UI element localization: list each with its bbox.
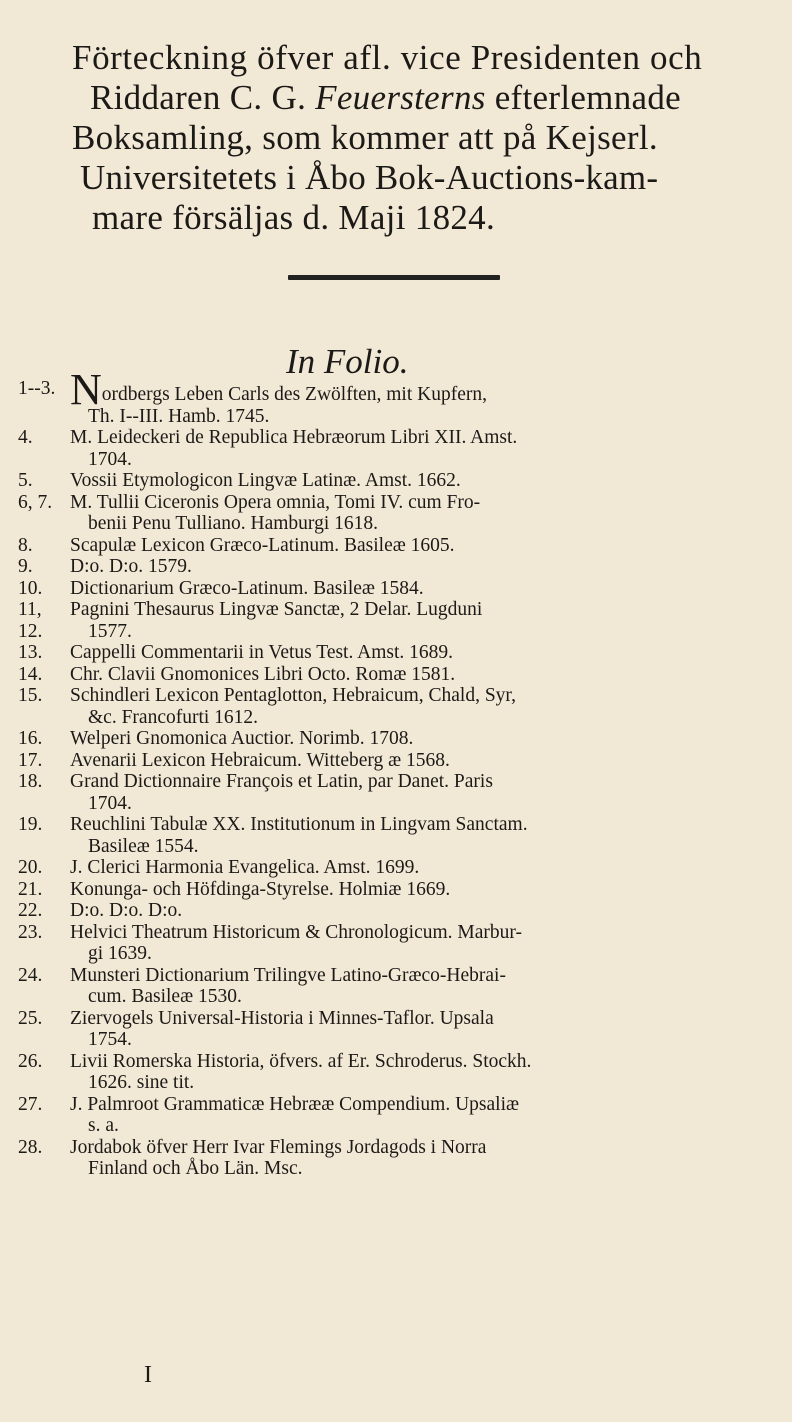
catalog-entry (18, 728, 788, 750)
entry-line: Dictionarium Græco-Latinum. Basileæ 1584. (70, 577, 424, 599)
entry-line: 1704. (88, 448, 132, 470)
catalog-entry (18, 879, 788, 901)
entry-line: Helvici Theatrum Historicum & Chronologicum. Marbur- (70, 921, 522, 943)
entry-line: Cappelli Commentarii in Vetus Test. Amst. 1689. (70, 642, 454, 663)
entry-line: Livii Romerska Historia, öfvers. af Er. Schroderus. Stockh. (70, 1050, 532, 1072)
title-line: mare försäljas d. Maji 1824. (92, 198, 496, 237)
entry-number: 10. (18, 577, 43, 599)
entry-text (70, 750, 788, 772)
entry-line: J. Clerici Harmonia Evangelica. Amst. 1699. (70, 857, 420, 878)
entry-number: 6, 7. (18, 491, 53, 513)
title-line: Förteckning öfver afl. vice Presidenten och (72, 38, 703, 77)
entry-text (70, 664, 788, 686)
entry-line: D:o. D:o. 1579. (70, 556, 192, 577)
catalog-entry (18, 685, 788, 728)
catalog-entry (18, 556, 788, 578)
entry-text (70, 814, 788, 857)
catalog-entry (18, 427, 788, 470)
catalog-entry (18, 1094, 788, 1137)
entry-number: 20. (18, 857, 43, 878)
entry-text (70, 470, 788, 492)
entry-text (70, 728, 788, 750)
catalog-entry (18, 535, 788, 557)
title-name: Feuersterns (315, 78, 486, 117)
entry-line: Basileæ 1554. (88, 835, 199, 857)
entry-number: 13. (18, 642, 43, 663)
entry-line: &c. Francofurti 1612. (88, 706, 259, 728)
title-line (90, 78, 722, 118)
entry-line: Jordabok öfver Herr Ivar Flemings Jordagods i Norra (70, 1136, 487, 1158)
entry-line: J. Palmroot Grammaticæ Hebrææ Compendium. Upsaliæ (70, 1093, 520, 1115)
entry-text (70, 1137, 788, 1180)
catalog-entry (18, 578, 788, 600)
title-text: efterlemnade (485, 78, 681, 117)
entry-line: Th. I--III. Hamb. 1745. (88, 405, 270, 427)
entry-line-text: ordbergs Leben Carls des Zwölften, mit Kupfern, (101, 384, 487, 405)
entry-line: Reuchlini Tabulæ XX. Institutionum in Lingvam Sanctam. (70, 814, 528, 835)
entry-line: 1704. (88, 792, 132, 814)
entry-line: 1754. (88, 1029, 132, 1050)
entry-number: 16. (18, 728, 43, 749)
entry-line: Pagnini Thesaurus Lingvæ Sanctæ, 2 Delar. Lugduni (70, 599, 483, 620)
catalog-entry (18, 1008, 788, 1051)
catalog-entry (18, 771, 788, 814)
entry-line: Ziervogels Universal-Historia i Minnes-Taflor. Upsala (70, 1007, 494, 1029)
entry-text (70, 922, 788, 965)
entry-number: 27. (18, 1093, 43, 1115)
entry-text (70, 556, 788, 578)
entry-text (70, 900, 788, 922)
entry-number: 8. (18, 534, 33, 556)
entry-line: 1626. sine tit. (88, 1072, 195, 1093)
entry-number: 24. (18, 964, 43, 986)
catalog-entry (18, 900, 788, 922)
catchword: I (144, 1362, 152, 1388)
title-divider-rule (288, 275, 500, 280)
entry-line: Avenarii Lexicon Hebraicum. Witteberg æ 1568. (70, 749, 450, 771)
entry-text (70, 1094, 788, 1137)
entry-text (70, 578, 788, 600)
entry-list (18, 365, 788, 1180)
entry-number: 5. (18, 470, 33, 491)
entry-number: 9. (18, 556, 33, 577)
entry-number: 22. (18, 900, 43, 921)
entry-line: benii Penu Tulliano. Hamburgi 1618. (88, 513, 378, 534)
entry-text (70, 1008, 788, 1051)
entry-line: M. Leideckeri de Republica Hebræorum Libri XII. Amst. (70, 427, 518, 448)
title-text: Riddaren C. G. (90, 78, 316, 117)
entry-text (70, 535, 788, 557)
drop-cap: N (70, 365, 102, 414)
entry-number: 4. (18, 427, 33, 448)
entry-text (70, 857, 788, 879)
entry-line: cum. Basileæ 1530. (88, 986, 242, 1007)
title-line: Universitetets i Åbo Bok-Auctions-kam- (80, 158, 659, 197)
catalog-entry (18, 750, 788, 772)
entry-number: 23. (18, 921, 43, 943)
title-line: Boksamling, som kommer att på Kejserl. (72, 118, 658, 157)
entry-text (70, 365, 788, 427)
entry-line: 1577. (88, 620, 132, 642)
entry-number: 1--3. (18, 378, 56, 399)
entry-number: 15. (18, 685, 43, 706)
catalog-entry (18, 470, 788, 492)
entry-text (70, 965, 788, 1008)
catalog-entry (18, 492, 788, 535)
catalog-entry (18, 965, 788, 1008)
entry-text (70, 599, 788, 642)
catalog-entry (18, 365, 788, 427)
catalog-entry (18, 922, 788, 965)
entry-number: 11, 12. (18, 599, 43, 642)
entry-line: Munsteri Dictionarium Trilingve Latino-Græco-Hebrai- (70, 964, 506, 986)
entry-line: Scapulæ Lexicon Græco-Latinum. Basileæ 1605. (70, 534, 455, 556)
entry-line: Schindleri Lexicon Pentaglotton, Hebraicum, Chald, Syr, (70, 685, 517, 706)
entry-line: Grand Dictionnaire François et Latin, par Danet. Paris (70, 771, 493, 792)
section-heading: In Folio. (286, 342, 409, 381)
entry-text (70, 879, 788, 901)
entry-text (70, 685, 788, 728)
catalog-entry (18, 642, 788, 664)
entry-line: M. Tullii Ciceronis Opera omnia, Tomi IV. cum Fro- (70, 491, 481, 513)
catalog-entry (18, 664, 788, 686)
entry-text (70, 427, 788, 470)
entry-line: Konunga- och Höfdinga-Styrelse. Holmiæ 1669. (70, 878, 451, 900)
entry-number: 18. (18, 771, 43, 792)
entry-number: 14. (18, 663, 43, 685)
entry-line: s. a. (88, 1115, 119, 1136)
entry-number: 26. (18, 1050, 43, 1072)
document-title (72, 38, 722, 238)
catalog-entry (18, 814, 788, 857)
entry-text (70, 642, 788, 664)
catalog-entry (18, 1137, 788, 1180)
entry-line: Welperi Gnomonica Auctior. Norimb. 1708. (70, 728, 414, 749)
entry-number: 25. (18, 1007, 43, 1029)
entry-text (70, 771, 788, 814)
catalog-entry (18, 599, 788, 642)
entry-number: 19. (18, 814, 43, 835)
entry-number: 17. (18, 749, 43, 771)
entry-line (70, 365, 788, 414)
entry-line: Finland och Åbo Län. Msc. (88, 1158, 303, 1179)
entry-text (70, 1051, 788, 1094)
entry-line: Chr. Clavii Gnomonices Libri Octo. Romæ 1581. (70, 663, 456, 685)
entry-number: 28. (18, 1136, 43, 1158)
catalog-entry (18, 857, 788, 879)
entry-number: 21. (18, 878, 43, 900)
entry-line: D:o. D:o. D:o. (70, 900, 183, 921)
entry-line: gi 1639. (88, 943, 152, 964)
entry-text (70, 492, 788, 535)
entry-line: Vossii Etymologicon Lingvæ Latinæ. Amst. 1662. (70, 470, 461, 491)
catalog-entry (18, 1051, 788, 1094)
